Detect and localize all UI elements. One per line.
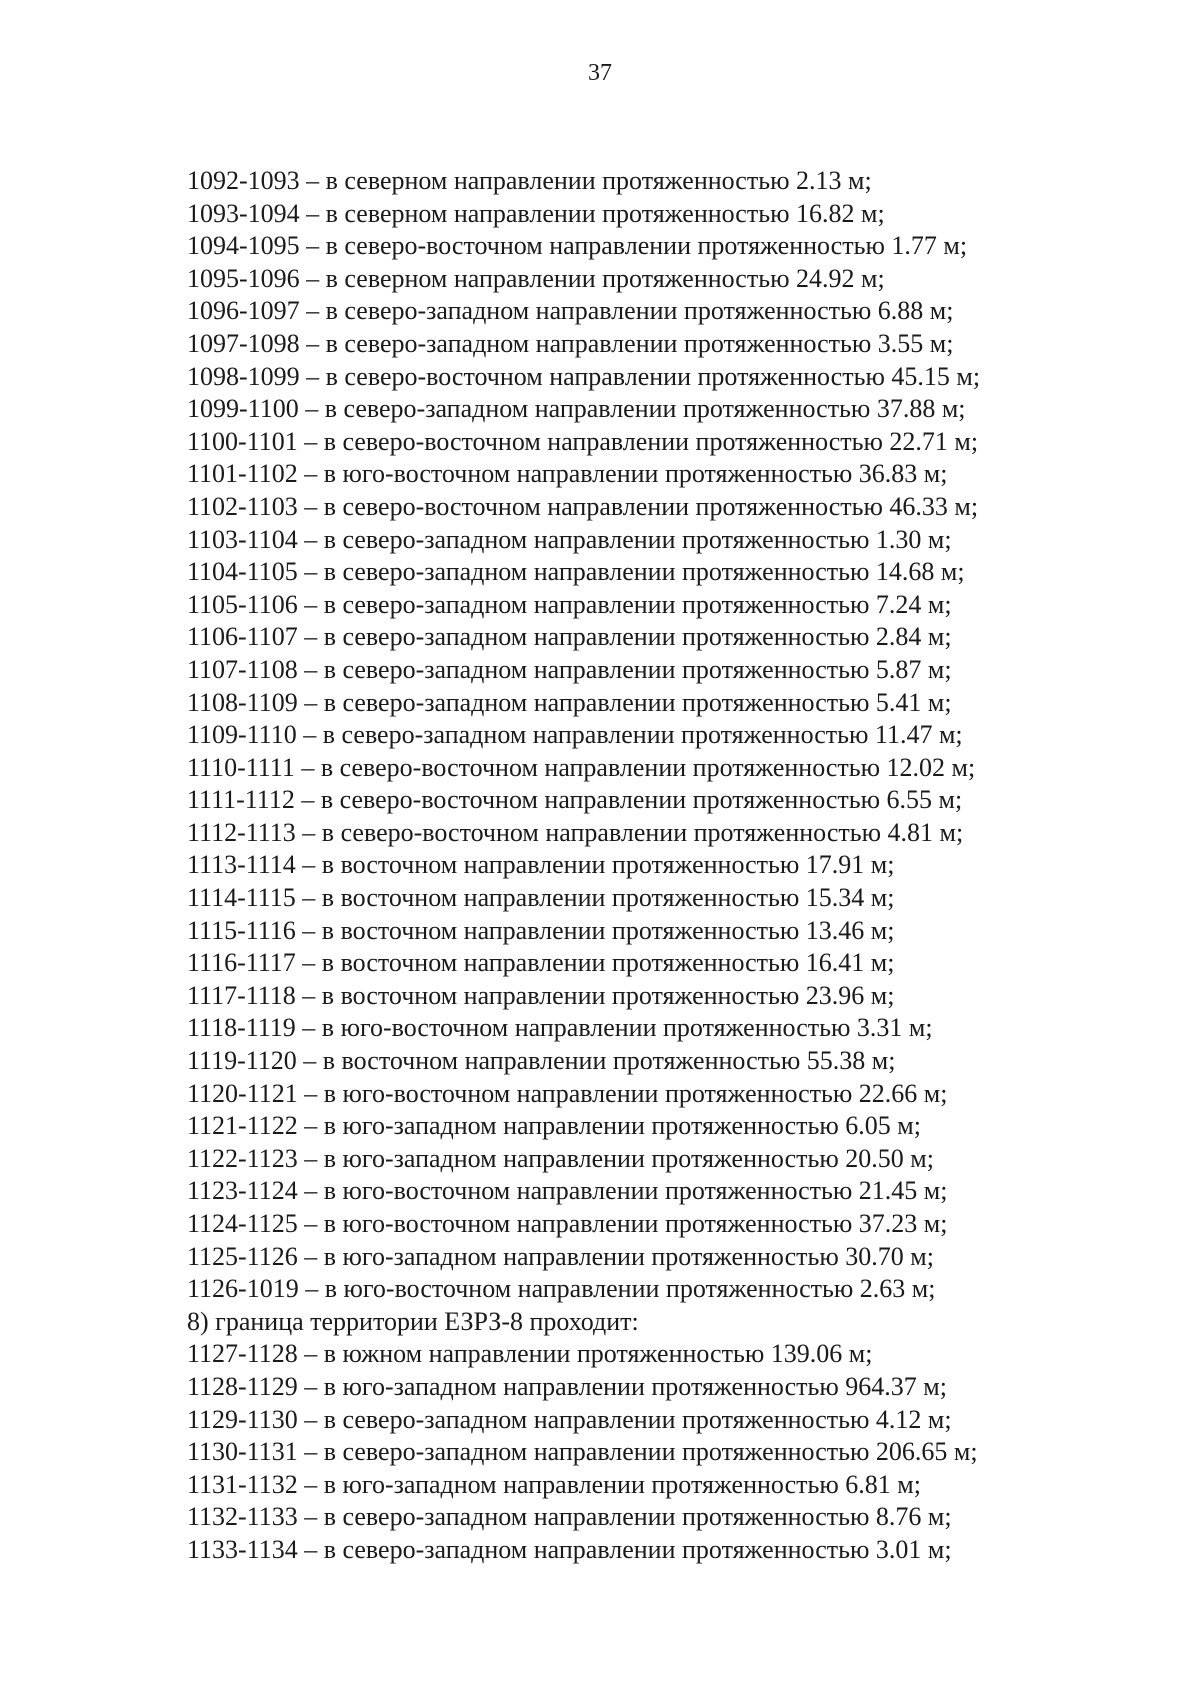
boundary-segment-line: 1092-1093 – в северном направлении протяженностью 2.13 м; (187, 166, 872, 195)
boundary-segment-line: 1111-1112 – в северо-восточном направлении протяженностью 6.55 м; (187, 785, 963, 815)
boundary-segment-line: 1115-1116 – в восточном направлении протяженностью 13.46 м; (187, 915, 895, 945)
boundary-segment-line: 1113-1114 – в восточном направлении протяженностью 17.91 м; (187, 850, 895, 880)
boundary-segment-line: 1120-1121 – в юго-восточном направлении протяженностью 22.66 м; (187, 1078, 948, 1108)
boundary-segment-line: 1121-1122 – в юго-западном направлении протяженностью 6.05 м; (187, 1111, 921, 1141)
boundary-segment-line: 1123-1124 – в юго-восточном направлении протяженностью 21.45 м; (187, 1176, 948, 1206)
boundary-segment-line: 1102-1103 – в северо-восточном направлении протяженностью 46.33 м; (187, 491, 979, 521)
boundary-segment-line: 1093-1094 – в северном направлении протяженностью 16.82 м; (187, 198, 885, 228)
boundary-segment-line: 1112-1113 – в северо-восточном направлении протяженностью 4.81 м; (187, 817, 964, 847)
boundary-segment-line: 1131-1132 – в юго-западном направлении протяженностью 6.81 м; (187, 1469, 921, 1499)
boundary-segment-line: 1114-1115 – в восточном направлении протяженностью 15.34 м; (187, 883, 895, 913)
boundary-segment-line: 1119-1120 – в восточном направлении протяженностью 55.38 м; (187, 1046, 896, 1076)
boundary-segment-line: 1117-1118 – в восточном направлении протяженностью 23.96 м; (187, 980, 895, 1010)
boundary-segment-line: 1101-1102 – в юго-восточном направлении протяженностью 36.83 м; (187, 459, 948, 489)
boundary-segment-line: 1106-1107 – в северо-западном направлении протяженностью 2.84 м; (187, 622, 952, 652)
boundary-segment-line: 1105-1106 – в северо-западном направлении протяженностью 7.24 м; (187, 589, 952, 619)
boundary-segment-line: 1098-1099 – в северо-восточном направлении протяженностью 45.15 м; (187, 361, 981, 391)
boundary-segment-line: 1103-1104 – в северо-западном направлении протяженностью 1.30 м; (187, 524, 952, 554)
boundary-segment-line: 1107-1108 – в северо-западном направлении протяженностью 5.87 м; (187, 654, 952, 684)
boundary-segment-line: 1133-1134 – в северо-западном направлении протяженностью 3.01 м; (187, 1534, 952, 1564)
boundary-segment-line: 1116-1117 – в восточном направлении протяженностью 16.41 м; (187, 948, 895, 978)
boundary-segment-line: 1110-1111 – в северо-восточном направлении протяженностью 12.02 м; (187, 752, 976, 782)
page-number: 37 (588, 60, 612, 86)
boundary-segment-line: 1099-1100 – в северо-западном направлении протяженностью 37.88 м; (187, 394, 966, 424)
boundary-segment-line: 1128-1129 – в юго-западном направлении протяженностью 964.37 м; (187, 1371, 947, 1401)
boundary-segment-line: 1124-1125 – в юго-восточном направлении протяженностью 37.23 м; (187, 1209, 948, 1238)
boundary-segment-line: 1130-1131 – в северо-западном направлении протяженностью 206.65 м; (187, 1437, 978, 1467)
boundary-segment-line: 1097-1098 – в северо-западном направлении протяженностью 3.55 м; (187, 328, 954, 358)
boundary-segment-line: 1108-1109 – в северо-западном направлении протяженностью 5.41 м; (187, 687, 952, 717)
boundary-segment-line: 1127-1128 – в южном направлении протяженностью 139.06 м; (187, 1339, 873, 1369)
boundary-segment-line: 1100-1101 – в северо-восточном направлении протяженностью 22.71 м; (187, 426, 979, 456)
boundary-segment-line: 1094-1095 – в северо-восточном направлении протяженностью 1.77 м; (187, 231, 968, 261)
section-heading: 8) граница территории ЕЗРЗ-8 проходит: (187, 1306, 639, 1336)
boundary-segment-line: 1109-1110 – в северо-западном направлении протяженностью 11.47 м; (187, 720, 963, 750)
boundary-segment-line: 1129-1130 – в северо-западном направлении протяженностью 4.12 м; (187, 1404, 952, 1434)
boundary-segment-line: 1118-1119 – в юго-восточном направлении протяженностью 3.31 м; (187, 1013, 933, 1043)
boundary-segment-line: 1122-1123 – в юго-западном направлении протяженностью 20.50 м; (187, 1143, 934, 1173)
boundary-segment-line: 1132-1133 – в северо-западном направлении протяженностью 8.76 м; (187, 1502, 952, 1532)
boundary-segment-line: 1096-1097 – в северо-западном направлении протяженностью 6.88 м; (187, 296, 954, 326)
boundary-segment-line: 1104-1105 – в северо-западном направлении протяженностью 14.68 м; (187, 557, 965, 587)
document-body (187, 165, 1087, 1567)
boundary-segment-line: 1095-1096 – в северном направлении протяженностью 24.92 м; (187, 263, 885, 293)
boundary-segment-line: 1125-1126 – в юго-западном направлении протяженностью 30.70 м; (187, 1241, 934, 1271)
boundary-segment-line: 1126-1019 – в юго-восточном направлении протяженностью 2.63 м; (187, 1274, 936, 1304)
